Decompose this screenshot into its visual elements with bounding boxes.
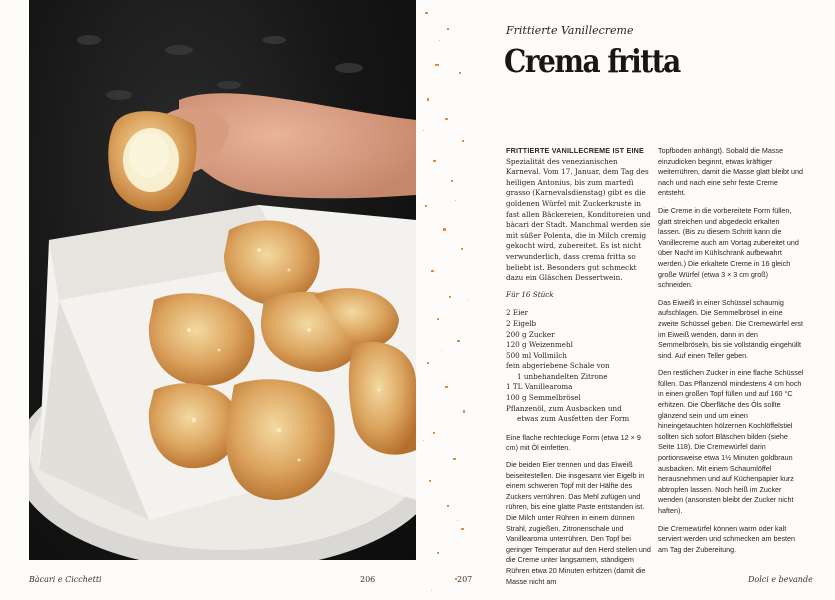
text-column-2	[658, 146, 804, 562]
ingredient-item: 120 g Weizenmehl	[506, 340, 573, 350]
method-step-1-continued: Topfboden anhängt). Sobald die Masse einzudicken beginnt, etwas kräftiger weiterrühren, damit die Masse glatt bleibt und nach und nach eine sehr feste Creme entsteht.	[658, 146, 804, 198]
intro-lead: FRITTIERTE VANILLECREME IST EINE	[506, 146, 645, 155]
intro-paragraph	[506, 146, 654, 284]
ingredient-item: fein abgeriebene Schale von	[506, 361, 610, 371]
ingredient-item: 1 unbehandelten Zitrone	[517, 371, 608, 381]
ingredient-item: 200 g Zucker	[506, 329, 555, 339]
ingredient-item: 500 ml Vollmilch	[506, 350, 567, 360]
ingredient-item: 2 Eier	[506, 308, 529, 318]
equipment-note: Eine flache rechteckige Form (etwa 12 × 9 cm) mit Öl einfetten.	[506, 432, 641, 453]
method-step-4: Den restlichen Zucker in eine flache Schüssel füllen. Das Pflanzenöl mindestens 4 cm hoch in einen großen Topf füllen und auf 160 °C erhitzen. Die Oberfläche des Öls sollte glänzend sein und um einen hineingetauchten hölzernen Kochlöffelstiel sollten sich sofort Bläschen bilden (siehe Seite 118). Die Cremewürfel darin portionsweise etwa 1½ Minuten goldbraun ausbacken. Mit einem Schaumlöffel herausnehmen und auf Küchenpapier kurz abtropfen lassen. Noch heiß im Zucker wenden (ansonsten bleibt der Zucker nicht haften).	[658, 368, 804, 515]
running-title-left: Bàcari e Cicchetti	[29, 575, 102, 584]
recipe-subtitle: Frittierte Vanillecreme	[506, 24, 634, 37]
ingredient-list	[506, 308, 654, 425]
page-number-right: 207	[457, 575, 473, 584]
gutter-speckle-decoration	[417, 0, 477, 600]
ingredient-item: 1 TL Vanillearoma	[506, 382, 573, 392]
food-photo-illustration	[29, 0, 416, 560]
ingredient-item: etwas zum Ausfetten der Form	[517, 414, 630, 424]
method-step-3: Das Eiweiß in einer Schüssel schaumig aufschlagen. Die Semmelbrösel in eine zweite Schüssel geben. Die Cremewürfel erst im Eiweiß wenden, dann in den Semmelbröseln, bis sie vollständig eingehüllt sind. Auf einen Teller geben.	[658, 297, 804, 360]
recipe-title: Crema fritta	[504, 42, 680, 80]
method-steps	[506, 433, 654, 587]
recipe-yield: Für 16 Stück	[506, 289, 554, 299]
method-step-5: Die Cremewürfel können warm oder kalt serviert werden und schmecken am besten am Tag der Zubereitung.	[658, 523, 796, 554]
running-title-right: Dolci e bevande	[748, 575, 813, 584]
method-step-2: Die Creme in die vorbereitete Form füllen, glatt streichen und abgedeckt erkalten lassen. (Bis zu diesem Schritt kann die Vanillecreme auch am Vortag zubereitet und über Nacht im Kühlschrank aufbewahrt werden.) Die erkaltete Creme in 16 gleich große Würfel (etwa 3 × 3 cm groß) schneiden.	[658, 205, 799, 290]
method-step-1: Die beiden Eier trennen und das Eiweiß beiseitestellen. Die insgesamt vier Eigelb in einem schweren Topf mit der Hälfte des Zuckers verrühren. Das Mehl zufügen und rühren, bis eine glatte Paste entstanden ist. Die Milch unter Rühren in einem dünnen Strahl, zugießen. Zitronenschale und Vanillearoma unterrühren. Den Topf bei geringer Temperatur auf den Herd stellen und die Creme unter langsamem, ständigem Rühren etwa 20 Minuten erhitzen (damit die Masse nicht am	[506, 460, 651, 586]
food-photo	[29, 0, 416, 560]
ingredient-item: 100 g Semmelbrösel	[506, 393, 581, 403]
text-column-1	[506, 146, 654, 593]
ingredient-item: 2 Eigelb	[506, 318, 537, 328]
intro-text: Spezialität des venezianischen Karneval. Vom 17. Januar, dem Tag des heiligen Antonius, bis zum martedì grasso (Karnevalsdienstag) gibt es die goldenen Würfel mit Zuckerkruste in fast allen Bäckereien, Konditoreien und bàcari der Stadt. Manchmal werden sie mit süßer Polenta, die in Milch cremig gekocht wird, zubereitet. Es ist nicht verwunderlich, dass crema fritta so beliebt ist. Besonders gut schmeckt dazu ein Gläschen Dessertwein.	[506, 156, 651, 283]
page-number-left: 206	[360, 575, 376, 584]
left-page	[0, 0, 417, 600]
ingredient-item: Pflanzenöl, zum Ausbacken und	[506, 403, 622, 413]
